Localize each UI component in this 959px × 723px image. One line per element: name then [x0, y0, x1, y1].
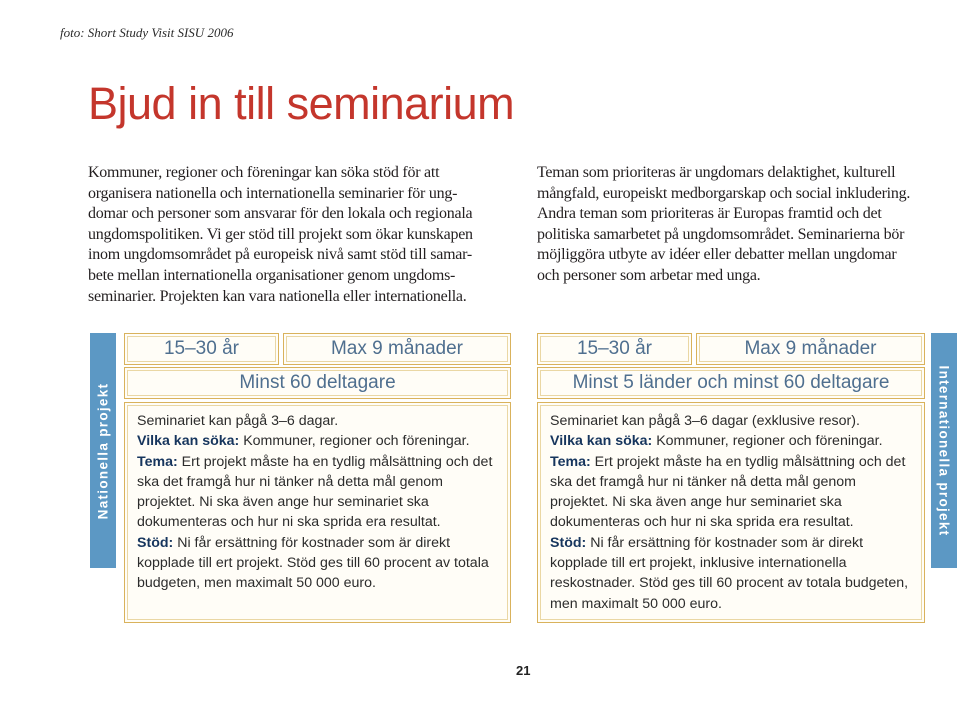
detail-line: ska det framgå hur ni tänker nå detta mål genom [550, 473, 856, 490]
detail-label: Tema: [550, 453, 591, 470]
intro-line: och personer som arbetar med unga. [537, 266, 761, 284]
international-projects-label: Internationella projekt [936, 365, 952, 536]
detail-line: projektet. Ni ska även ange hur seminariet ska [137, 494, 429, 511]
national-participants: Minst 60 deltagare [239, 372, 396, 393]
national-age: 15–30 år [163, 338, 239, 359]
intro-line: seminarier. Projekten kan vara nationella eller internationella. [88, 287, 467, 305]
international-duration: Max 9 månader [744, 338, 877, 359]
intro-line: organisera nationella och internationella seminarier för ung- [88, 184, 458, 202]
page-number: 21 [516, 663, 531, 678]
national-details-box [124, 402, 511, 623]
national-projects-label: Nationella projekt [95, 382, 111, 519]
intro-line: möjliggöra utbyte av idéer eller debatter mellan ungdomar [537, 246, 897, 264]
detail-line: projektet. Ni ska även ange hur seminariet ska [550, 494, 842, 511]
intro-line: Kommuner, regioner och föreningar kan söka stöd för att [88, 164, 440, 181]
intro-left-paragraph [88, 163, 513, 307]
detail-line: dokumenteras och hur ni ska sprida era resultat. [550, 514, 854, 531]
detail-line: Tema: Ert projekt måste ha en tydlig målsättning och det [137, 453, 493, 470]
detail-line: men maximalt 50 000 euro. [550, 595, 722, 612]
detail-line: Tema: Ert projekt måste ha en tydlig målsättning och det [550, 453, 906, 470]
detail-line: kopplade till ert projekt, inklusive internationella [550, 555, 847, 572]
national-age-box [124, 333, 279, 365]
detail-line: Stöd: Ni får ersättning för kostnader som är direkt [137, 534, 451, 551]
intro-line: politiska samarbetet på ungdomsområdet. Seminarierna bör [537, 225, 905, 243]
intro-line: mångfald, europeiskt medborgarskap och social inkludering. [537, 184, 911, 202]
international-duration-box [696, 333, 925, 365]
intro-right-paragraph [537, 163, 957, 287]
intro-line: bete mellan internationella organisationer genom ungdoms- [88, 266, 456, 284]
intro-line: ungdomspolitiken. Vi ger stöd till projekt som ökar kunskapen [88, 225, 473, 243]
international-age: 15–30 år [576, 338, 652, 359]
detail-line: Stöd: Ni får ersättning för kostnader som är direkt [550, 534, 864, 551]
detail-line: Seminariet kan pågå 3–6 dagar (exklusive resor). [550, 413, 860, 429]
detail-line: kopplade till ert projekt. Stöd ges till 60 procent av totala [137, 555, 489, 572]
national-participants-box [124, 367, 511, 399]
national-duration: Max 9 månader [330, 338, 463, 359]
international-participants-box [537, 367, 925, 399]
national-projects-sidebar [90, 333, 116, 568]
intro-line: Teman som prioriteras är ungdomars delaktighet, kulturell [537, 164, 896, 181]
detail-line: Seminariet kan pågå 3–6 dagar. [137, 413, 339, 429]
detail-label: Stöd: [550, 534, 587, 551]
page-title: Bjud in till seminarium [88, 78, 515, 129]
intro-line: domar och personer som ansvarar för den lokala och regionala [88, 205, 473, 223]
detail-line: budgeten, men maximalt 50 000 euro. [137, 575, 376, 592]
detail-label: Tema: [137, 453, 178, 470]
detail-label: Vilka kan söka: [137, 433, 240, 450]
international-participants: Minst 5 länder och minst 60 deltagare [572, 372, 890, 393]
detail-line: Vilka kan söka: Kommuner, regioner och föreningar. [137, 433, 470, 450]
international-age-box [537, 333, 692, 365]
intro-line: inom ungdomsområdet på europeisk nivå samt stöd till samar- [88, 246, 472, 264]
intro-line: Andra teman som prioriteras är Europas framtid och det [537, 205, 882, 223]
detail-line: Vilka kan söka: Kommuner, regioner och föreningar. [550, 433, 883, 450]
photo-caption: foto: Short Study Visit SISU 2006 [60, 25, 234, 40]
detail-line: ska det framgå hur ni tänker nå detta mål genom [137, 473, 443, 490]
international-details-box [537, 402, 925, 623]
detail-line: reskostnader. Stöd ges till 60 procent av totala budgeten, [550, 575, 909, 592]
international-projects-sidebar [931, 333, 957, 568]
national-duration-box [283, 333, 511, 365]
detail-label: Vilka kan söka: [550, 433, 653, 450]
detail-label: Stöd: [137, 534, 174, 551]
detail-line: dokumenteras och hur ni ska sprida era resultat. [137, 514, 441, 531]
